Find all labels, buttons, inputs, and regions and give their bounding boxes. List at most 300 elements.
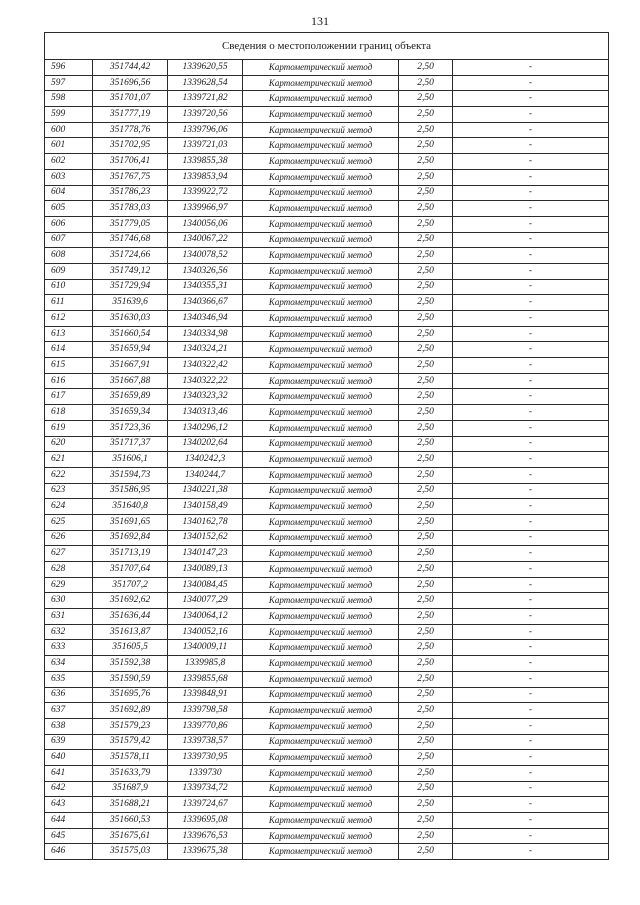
table-row	[45, 483, 609, 499]
y-coordinate-cell: 1339855,38	[168, 154, 243, 170]
method-cell: Картометрический метод	[243, 373, 399, 389]
table-row	[45, 138, 609, 154]
y-coordinate-cell: 1340296,12	[168, 420, 243, 436]
note-cell: -	[453, 546, 609, 562]
x-coordinate-cell: 351636,44	[93, 609, 168, 625]
method-cell: Картометрический метод	[243, 75, 399, 91]
table-row	[45, 452, 609, 468]
accuracy-cell: 2,50	[399, 154, 453, 170]
table-row	[45, 514, 609, 530]
method-cell: Картометрический метод	[243, 514, 399, 530]
table-body	[45, 60, 609, 860]
table-row	[45, 562, 609, 578]
note-cell: -	[453, 656, 609, 672]
table-row	[45, 389, 609, 405]
point-number-cell: 636	[45, 687, 93, 703]
method-cell: Картометрический метод	[243, 499, 399, 515]
table-row	[45, 499, 609, 515]
x-coordinate-cell: 351744,42	[93, 60, 168, 76]
y-coordinate-cell: 1339853,94	[168, 169, 243, 185]
note-cell: -	[453, 138, 609, 154]
x-coordinate-cell: 351713,19	[93, 546, 168, 562]
y-coordinate-cell: 1340067,22	[168, 232, 243, 248]
method-cell: Картометрический метод	[243, 813, 399, 829]
table-row	[45, 248, 609, 264]
y-coordinate-cell: 1339730,95	[168, 750, 243, 766]
y-coordinate-cell: 1340202,64	[168, 436, 243, 452]
y-coordinate-cell: 1340056,06	[168, 216, 243, 232]
note-cell: -	[453, 154, 609, 170]
point-number-cell: 639	[45, 734, 93, 750]
y-coordinate-cell: 1340324,21	[168, 342, 243, 358]
method-cell: Картометрический метод	[243, 311, 399, 327]
method-cell: Картометрический метод	[243, 107, 399, 123]
method-cell: Картометрический метод	[243, 624, 399, 640]
accuracy-cell: 2,50	[399, 279, 453, 295]
x-coordinate-cell: 351691,65	[93, 514, 168, 530]
point-number-cell: 616	[45, 373, 93, 389]
y-coordinate-cell: 1340009,11	[168, 640, 243, 656]
method-cell: Картометрический метод	[243, 138, 399, 154]
y-coordinate-cell: 1340162,78	[168, 514, 243, 530]
note-cell: -	[453, 828, 609, 844]
accuracy-cell: 2,50	[399, 107, 453, 123]
point-number-cell: 637	[45, 703, 93, 719]
table-row	[45, 342, 609, 358]
note-cell: -	[453, 609, 609, 625]
accuracy-cell: 2,50	[399, 405, 453, 421]
x-coordinate-cell: 351707,64	[93, 562, 168, 578]
point-number-cell: 632	[45, 624, 93, 640]
note-cell: -	[453, 311, 609, 327]
point-number-cell: 631	[45, 609, 93, 625]
y-coordinate-cell: 1340084,45	[168, 577, 243, 593]
note-cell: -	[453, 405, 609, 421]
table-row	[45, 216, 609, 232]
x-coordinate-cell: 351630,03	[93, 311, 168, 327]
note-cell: -	[453, 687, 609, 703]
point-number-cell: 623	[45, 483, 93, 499]
note-cell: -	[453, 420, 609, 436]
point-number-cell: 634	[45, 656, 93, 672]
note-cell: -	[453, 279, 609, 295]
note-cell: -	[453, 373, 609, 389]
x-coordinate-cell: 351675,61	[93, 828, 168, 844]
point-number-cell: 638	[45, 718, 93, 734]
accuracy-cell: 2,50	[399, 609, 453, 625]
note-cell: -	[453, 718, 609, 734]
method-cell: Картометрический метод	[243, 248, 399, 264]
point-number-cell: 640	[45, 750, 93, 766]
y-coordinate-cell: 1339798,58	[168, 703, 243, 719]
y-coordinate-cell: 1339922,72	[168, 185, 243, 201]
point-number-cell: 600	[45, 122, 93, 138]
point-number-cell: 601	[45, 138, 93, 154]
accuracy-cell: 2,50	[399, 263, 453, 279]
note-cell: -	[453, 326, 609, 342]
accuracy-cell: 2,50	[399, 358, 453, 374]
x-coordinate-cell: 351575,03	[93, 844, 168, 860]
method-cell: Картометрический метод	[243, 593, 399, 609]
x-coordinate-cell: 351696,56	[93, 75, 168, 91]
point-number-cell: 598	[45, 91, 93, 107]
y-coordinate-cell: 1339676,53	[168, 828, 243, 844]
note-cell: -	[453, 452, 609, 468]
note-cell: -	[453, 624, 609, 640]
method-cell: Картометрический метод	[243, 577, 399, 593]
point-number-cell: 630	[45, 593, 93, 609]
point-number-cell: 618	[45, 405, 93, 421]
accuracy-cell: 2,50	[399, 671, 453, 687]
note-cell: -	[453, 813, 609, 829]
point-number-cell: 635	[45, 671, 93, 687]
note-cell: -	[453, 122, 609, 138]
table-row	[45, 624, 609, 640]
y-coordinate-cell: 1339695,08	[168, 813, 243, 829]
accuracy-cell: 2,50	[399, 687, 453, 703]
y-coordinate-cell: 1339734,72	[168, 781, 243, 797]
y-coordinate-cell: 1340064,12	[168, 609, 243, 625]
point-number-cell: 629	[45, 577, 93, 593]
table-row	[45, 295, 609, 311]
table-row	[45, 781, 609, 797]
method-cell: Картометрический метод	[243, 828, 399, 844]
y-coordinate-cell: 1340077,29	[168, 593, 243, 609]
method-cell: Картометрический метод	[243, 420, 399, 436]
x-coordinate-cell: 351723,36	[93, 420, 168, 436]
table-row	[45, 640, 609, 656]
method-cell: Картометрический метод	[243, 452, 399, 468]
point-number-cell: 605	[45, 201, 93, 217]
accuracy-cell: 2,50	[399, 734, 453, 750]
table-row	[45, 687, 609, 703]
table-row	[45, 844, 609, 860]
x-coordinate-cell: 351639,6	[93, 295, 168, 311]
accuracy-cell: 2,50	[399, 624, 453, 640]
y-coordinate-cell: 1340326,56	[168, 263, 243, 279]
table-row	[45, 154, 609, 170]
note-cell: -	[453, 734, 609, 750]
x-coordinate-cell: 351701,07	[93, 91, 168, 107]
y-coordinate-cell: 1340242,3	[168, 452, 243, 468]
point-number-cell: 603	[45, 169, 93, 185]
note-cell: -	[453, 593, 609, 609]
point-number-cell: 625	[45, 514, 93, 530]
x-coordinate-cell: 351692,84	[93, 530, 168, 546]
point-number-cell: 617	[45, 389, 93, 405]
accuracy-cell: 2,50	[399, 467, 453, 483]
table-row	[45, 828, 609, 844]
x-coordinate-cell: 351779,05	[93, 216, 168, 232]
method-cell: Картометрический метод	[243, 342, 399, 358]
x-coordinate-cell: 351777,19	[93, 107, 168, 123]
note-cell: -	[453, 844, 609, 860]
method-cell: Картометрический метод	[243, 562, 399, 578]
note-cell: -	[453, 295, 609, 311]
accuracy-cell: 2,50	[399, 562, 453, 578]
table-row	[45, 75, 609, 91]
accuracy-cell: 2,50	[399, 640, 453, 656]
table-row	[45, 169, 609, 185]
y-coordinate-cell: 1339721,03	[168, 138, 243, 154]
point-number-cell: 606	[45, 216, 93, 232]
method-cell: Картометрический метод	[243, 640, 399, 656]
y-coordinate-cell: 1339855,68	[168, 671, 243, 687]
point-number-cell: 602	[45, 154, 93, 170]
note-cell: -	[453, 107, 609, 123]
y-coordinate-cell: 1340355,31	[168, 279, 243, 295]
table-row	[45, 671, 609, 687]
x-coordinate-cell: 351659,89	[93, 389, 168, 405]
table-row	[45, 311, 609, 327]
accuracy-cell: 2,50	[399, 295, 453, 311]
method-cell: Картометрический метод	[243, 201, 399, 217]
method-cell: Картометрический метод	[243, 436, 399, 452]
table-title: Сведения о местоположении границ объекта	[45, 33, 609, 60]
table-row	[45, 577, 609, 593]
table-row	[45, 593, 609, 609]
method-cell: Картометрический метод	[243, 154, 399, 170]
point-number-cell: 599	[45, 107, 93, 123]
accuracy-cell: 2,50	[399, 389, 453, 405]
method-cell: Картометрический метод	[243, 389, 399, 405]
method-cell: Картометрический метод	[243, 279, 399, 295]
note-cell: -	[453, 483, 609, 499]
point-number-cell: 612	[45, 311, 93, 327]
note-cell: -	[453, 169, 609, 185]
table-row	[45, 373, 609, 389]
y-coordinate-cell: 1339720,56	[168, 107, 243, 123]
accuracy-cell: 2,50	[399, 828, 453, 844]
y-coordinate-cell: 1340244,7	[168, 467, 243, 483]
table-row	[45, 546, 609, 562]
x-coordinate-cell: 351692,62	[93, 593, 168, 609]
point-number-cell: 609	[45, 263, 93, 279]
table-row	[45, 60, 609, 76]
y-coordinate-cell: 1339738,57	[168, 734, 243, 750]
method-cell: Картометрический метод	[243, 216, 399, 232]
note-cell: -	[453, 358, 609, 374]
x-coordinate-cell: 351586,95	[93, 483, 168, 499]
note-cell: -	[453, 342, 609, 358]
accuracy-cell: 2,50	[399, 248, 453, 264]
x-coordinate-cell: 351695,76	[93, 687, 168, 703]
point-number-cell: 641	[45, 765, 93, 781]
table-row	[45, 467, 609, 483]
note-cell: -	[453, 389, 609, 405]
accuracy-cell: 2,50	[399, 483, 453, 499]
table-row	[45, 703, 609, 719]
table-title-row	[45, 33, 609, 60]
point-number-cell: 624	[45, 499, 93, 515]
table-row	[45, 797, 609, 813]
table-row	[45, 326, 609, 342]
table-row	[45, 107, 609, 123]
note-cell: -	[453, 750, 609, 766]
note-cell: -	[453, 671, 609, 687]
method-cell: Картометрический метод	[243, 91, 399, 107]
table-row	[45, 609, 609, 625]
x-coordinate-cell: 351579,23	[93, 718, 168, 734]
accuracy-cell: 2,50	[399, 311, 453, 327]
point-number-cell: 611	[45, 295, 93, 311]
accuracy-cell: 2,50	[399, 797, 453, 813]
point-number-cell: 633	[45, 640, 93, 656]
accuracy-cell: 2,50	[399, 703, 453, 719]
method-cell: Картометрический метод	[243, 295, 399, 311]
y-coordinate-cell: 1339620,55	[168, 60, 243, 76]
method-cell: Картометрический метод	[243, 467, 399, 483]
point-number-cell: 626	[45, 530, 93, 546]
table-row	[45, 813, 609, 829]
y-coordinate-cell: 1339985,8	[168, 656, 243, 672]
x-coordinate-cell: 351660,54	[93, 326, 168, 342]
method-cell: Картометрический метод	[243, 263, 399, 279]
point-number-cell: 644	[45, 813, 93, 829]
note-cell: -	[453, 530, 609, 546]
method-cell: Картометрический метод	[243, 797, 399, 813]
method-cell: Картометрический метод	[243, 656, 399, 672]
y-coordinate-cell: 1339675,38	[168, 844, 243, 860]
y-coordinate-cell: 1339966,97	[168, 201, 243, 217]
x-coordinate-cell: 351729,94	[93, 279, 168, 295]
method-cell: Картометрический метод	[243, 734, 399, 750]
boundary-coordinates-table	[44, 32, 609, 860]
accuracy-cell: 2,50	[399, 60, 453, 76]
y-coordinate-cell: 1340323,32	[168, 389, 243, 405]
note-cell: -	[453, 248, 609, 264]
y-coordinate-cell: 1340152,62	[168, 530, 243, 546]
point-number-cell: 614	[45, 342, 93, 358]
point-number-cell: 596	[45, 60, 93, 76]
accuracy-cell: 2,50	[399, 765, 453, 781]
method-cell: Картометрический метод	[243, 185, 399, 201]
method-cell: Картометрический метод	[243, 60, 399, 76]
note-cell: -	[453, 201, 609, 217]
accuracy-cell: 2,50	[399, 813, 453, 829]
note-cell: -	[453, 640, 609, 656]
x-coordinate-cell: 351692,89	[93, 703, 168, 719]
method-cell: Картометрический метод	[243, 844, 399, 860]
point-number-cell: 620	[45, 436, 93, 452]
y-coordinate-cell: 1339770,86	[168, 718, 243, 734]
y-coordinate-cell: 1340334,98	[168, 326, 243, 342]
point-number-cell: 613	[45, 326, 93, 342]
point-number-cell: 642	[45, 781, 93, 797]
x-coordinate-cell: 351594,73	[93, 467, 168, 483]
accuracy-cell: 2,50	[399, 91, 453, 107]
table-row	[45, 656, 609, 672]
method-cell: Картометрический метод	[243, 405, 399, 421]
x-coordinate-cell: 351749,12	[93, 263, 168, 279]
point-number-cell: 610	[45, 279, 93, 295]
point-number-cell: 615	[45, 358, 93, 374]
x-coordinate-cell: 351687,9	[93, 781, 168, 797]
y-coordinate-cell: 1340322,42	[168, 358, 243, 374]
accuracy-cell: 2,50	[399, 499, 453, 515]
note-cell: -	[453, 765, 609, 781]
y-coordinate-cell: 1340366,67	[168, 295, 243, 311]
x-coordinate-cell: 351706,41	[93, 154, 168, 170]
y-coordinate-cell: 1339724,67	[168, 797, 243, 813]
point-number-cell: 622	[45, 467, 93, 483]
method-cell: Картометрический метод	[243, 122, 399, 138]
point-number-cell: 597	[45, 75, 93, 91]
table-row	[45, 420, 609, 436]
table-row	[45, 122, 609, 138]
method-cell: Картометрический метод	[243, 687, 399, 703]
x-coordinate-cell: 351702,95	[93, 138, 168, 154]
y-coordinate-cell: 1340221,38	[168, 483, 243, 499]
point-number-cell: 607	[45, 232, 93, 248]
note-cell: -	[453, 185, 609, 201]
method-cell: Картометрический метод	[243, 530, 399, 546]
y-coordinate-cell: 1340052,16	[168, 624, 243, 640]
method-cell: Картометрический метод	[243, 703, 399, 719]
method-cell: Картометрический метод	[243, 609, 399, 625]
method-cell: Картометрический метод	[243, 483, 399, 499]
point-number-cell: 621	[45, 452, 93, 468]
accuracy-cell: 2,50	[399, 138, 453, 154]
accuracy-cell: 2,50	[399, 718, 453, 734]
accuracy-cell: 2,50	[399, 185, 453, 201]
y-coordinate-cell: 1340089,13	[168, 562, 243, 578]
method-cell: Картометрический метод	[243, 750, 399, 766]
accuracy-cell: 2,50	[399, 326, 453, 342]
x-coordinate-cell: 351660,53	[93, 813, 168, 829]
y-coordinate-cell: 1340313,46	[168, 405, 243, 421]
point-number-cell: 608	[45, 248, 93, 264]
y-coordinate-cell: 1339848,91	[168, 687, 243, 703]
accuracy-cell: 2,50	[399, 577, 453, 593]
x-coordinate-cell: 351688,21	[93, 797, 168, 813]
table-row	[45, 734, 609, 750]
method-cell: Картометрический метод	[243, 781, 399, 797]
note-cell: -	[453, 562, 609, 578]
accuracy-cell: 2,50	[399, 546, 453, 562]
y-coordinate-cell: 1339628,54	[168, 75, 243, 91]
x-coordinate-cell: 351659,34	[93, 405, 168, 421]
x-coordinate-cell: 351590,59	[93, 671, 168, 687]
point-number-cell: 627	[45, 546, 93, 562]
accuracy-cell: 2,50	[399, 420, 453, 436]
accuracy-cell: 2,50	[399, 593, 453, 609]
x-coordinate-cell: 351659,94	[93, 342, 168, 358]
y-coordinate-cell: 1339730	[168, 765, 243, 781]
y-coordinate-cell: 1339721,82	[168, 91, 243, 107]
table-row	[45, 530, 609, 546]
accuracy-cell: 2,50	[399, 530, 453, 546]
point-number-cell: 628	[45, 562, 93, 578]
method-cell: Картометрический метод	[243, 326, 399, 342]
table-row	[45, 765, 609, 781]
note-cell: -	[453, 232, 609, 248]
accuracy-cell: 2,50	[399, 514, 453, 530]
accuracy-cell: 2,50	[399, 750, 453, 766]
x-coordinate-cell: 351783,03	[93, 201, 168, 217]
accuracy-cell: 2,50	[399, 656, 453, 672]
accuracy-cell: 2,50	[399, 452, 453, 468]
x-coordinate-cell: 351578,11	[93, 750, 168, 766]
accuracy-cell: 2,50	[399, 781, 453, 797]
note-cell: -	[453, 703, 609, 719]
table-row	[45, 201, 609, 217]
table-row	[45, 232, 609, 248]
x-coordinate-cell: 351613,87	[93, 624, 168, 640]
table-row	[45, 358, 609, 374]
x-coordinate-cell: 351717,37	[93, 436, 168, 452]
accuracy-cell: 2,50	[399, 373, 453, 389]
